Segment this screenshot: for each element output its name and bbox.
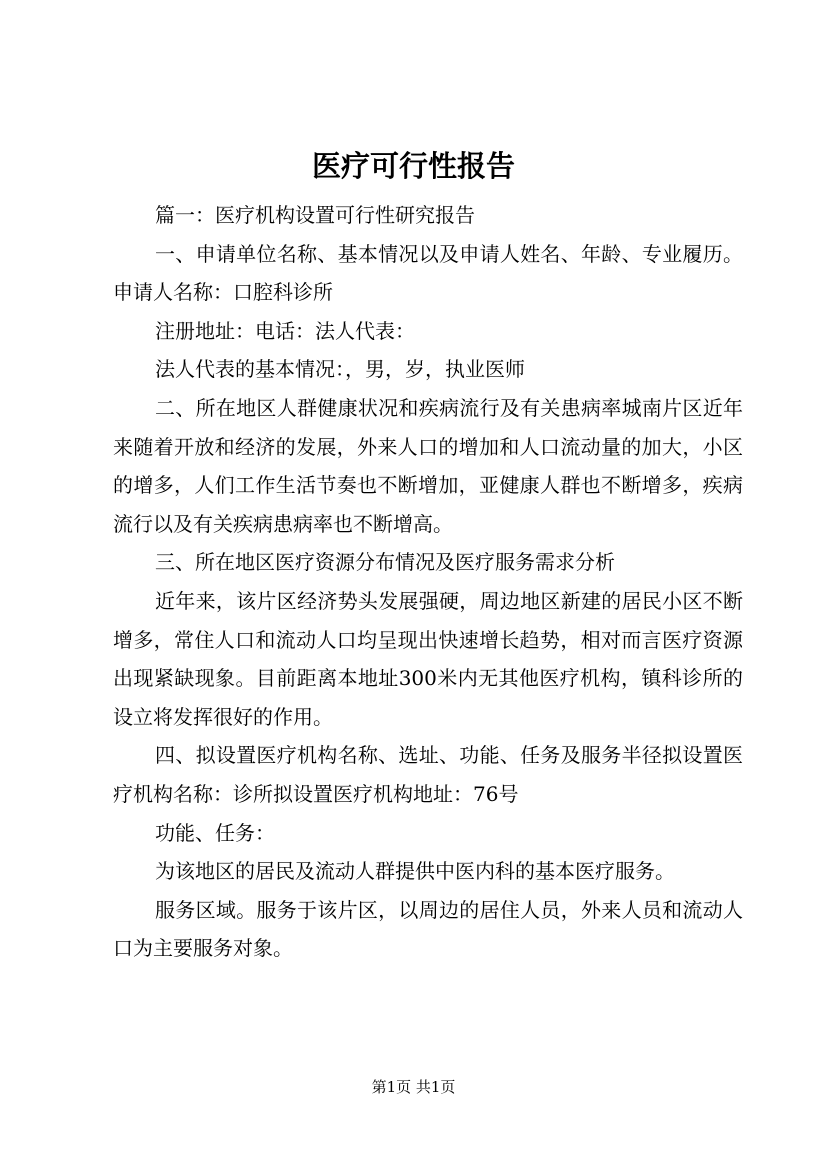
paragraph-population-health: 二、所在地区人群健康状况和疾病流行及有关患病率城南片区近年来随着开放和经济的发展，外来人口的增加和人口流动量的加大，小区的增多，人们工作生活节奏也不断增加，亚健康人群也不断增多，疾病流行以及有关疾病患病率也不断增高。 bbox=[113, 395, 743, 536]
paragraph-functions-heading: 功能、任务： bbox=[155, 820, 275, 845]
paragraph-section-three-heading: 三、所在地区医疗资源分布情况及医疗服务需求分析 bbox=[155, 550, 615, 575]
paragraph-services: 为该地区的居民及流动人群提供中医内科的基本医疗服务。 bbox=[155, 859, 675, 884]
paragraph-applicant-info: 一、申请单位名称、基本情况以及申请人姓名、年龄、专业履历。申请人名称：口腔科诊所 bbox=[113, 241, 743, 305]
paragraph-institution-setup: 四、拟设置医疗机构名称、选址、功能、任务及服务半径拟设置医疗机构名称：诊所拟设置医疗机构地址：76号 bbox=[113, 743, 743, 806]
paragraph-legal-rep: 法人代表的基本情况：，男，岁，执业医师 bbox=[155, 357, 525, 382]
paragraph-service-area: 服务区域。服务于该片区，以周边的居住人员，外来人员和流动人口为主要服务对象。 bbox=[113, 897, 743, 961]
document-body bbox=[113, 196, 743, 968]
document-title: 医疗可行性报告 bbox=[311, 149, 515, 183]
paragraph-registration: 注册地址：电话：法人代表： bbox=[155, 318, 415, 343]
paragraph-part-one-heading: 篇一：医疗机构设置可行性研究报告 bbox=[155, 203, 475, 227]
page-number-footer: 第1页 共1页 bbox=[371, 1078, 456, 1096]
paragraph-resource-analysis: 近年来，该片区经济势头发展强硬，周边地区新建的居民小区不断增多，常住人口和流动人口均呈现出快速增长趋势，相对而言医疗资源出现紧缺现象。目前距离本地址300米内无其他医疗机构，镇科诊所的设立将发挥很好的作用。 bbox=[113, 588, 743, 729]
